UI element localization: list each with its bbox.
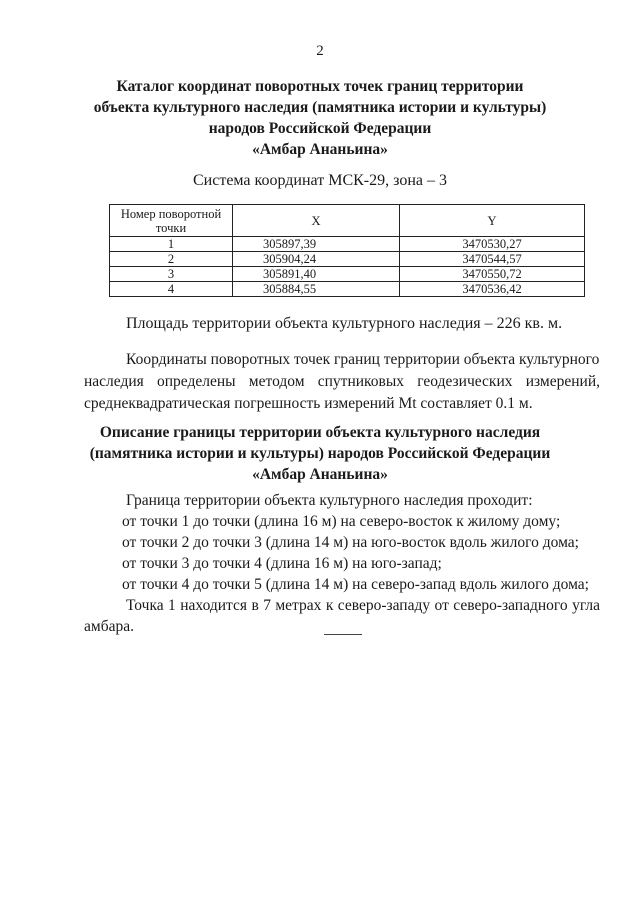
coordinates-table	[109, 204, 585, 297]
coordinate-system: Система координат МСК-29, зона – 3	[192, 172, 448, 189]
description-intro: Граница территории объекта культурного наследия проходит:	[126, 492, 533, 509]
boundary-description	[84, 490, 600, 637]
cell-point-number: 4	[110, 282, 233, 297]
cell-x: 305904,24	[233, 252, 400, 267]
table-row	[110, 252, 585, 267]
paragraph-line: среднеквадратическая погрешность измерений Mt составляет 0.1 м.	[84, 395, 533, 412]
boundary-description-title	[60, 422, 580, 485]
area-statement: Площадь территории объекта культурного наследия – 226 кв. м.	[126, 315, 563, 332]
header-x: X	[233, 205, 400, 237]
subtitle-line: (памятника истории и культуры) народов Российской Федерации	[89, 445, 551, 462]
table-row	[110, 237, 585, 252]
cell-y: 3470530,27	[400, 237, 585, 252]
boundary-segment: от точки 4 до точки 5 (длина 14 м) на северо-запад вдоль жилого дома;	[122, 576, 589, 593]
catalog-title	[60, 76, 580, 160]
table-header-row	[110, 205, 585, 237]
location-line: амбара.	[84, 618, 134, 635]
paragraph-line: Координаты поворотных точек границ территории объекта культурного	[126, 351, 600, 368]
measurement-method-paragraph	[84, 349, 600, 415]
cell-x: 305884,55	[233, 282, 400, 297]
cell-x: 305897,39	[233, 237, 400, 252]
catalog-title-line: объекта культурного наследия (памятника истории и культуры)	[93, 99, 547, 116]
catalog-title-line: народов Российской Федерации	[208, 120, 432, 137]
catalog-title-line: Каталог координат поворотных точек границ территории	[116, 78, 524, 95]
cell-y: 3470544,57	[400, 252, 585, 267]
subtitle-line: Описание границы территории объекта культурного наследия	[99, 424, 541, 441]
boundary-segment: от точки 3 до точки 4 (длина 16 м) на юго-запад;	[122, 555, 442, 572]
header-y: Y	[400, 205, 585, 237]
cell-y: 3470550,72	[400, 267, 585, 282]
subtitle-line: «Амбар Ананьина»	[252, 466, 388, 483]
boundary-segment: от точки 2 до точки 3 (длина 14 м) на юго-восток вдоль жилого дома;	[122, 534, 579, 551]
table-row	[110, 282, 585, 297]
cell-point-number: 2	[110, 252, 233, 267]
header-point-number: Номер поворотной точки	[110, 205, 233, 237]
end-divider	[324, 634, 362, 635]
catalog-title-line: «Амбар Ананьина»	[252, 141, 388, 158]
page-number: 2	[316, 43, 324, 59]
paragraph-line: наследия определены методом спутниковых геодезических измерений,	[84, 373, 600, 390]
cell-y: 3470536,42	[400, 282, 585, 297]
cell-point-number: 3	[110, 267, 233, 282]
cell-point-number: 1	[110, 237, 233, 252]
boundary-segment: от точки 1 до точки (длина 16 м) на северо-восток к жилому дому;	[122, 513, 561, 530]
table-row	[110, 267, 585, 282]
location-line: Точка 1 находится в 7 метрах к северо-западу от северо-западного угла	[126, 597, 600, 614]
cell-x: 305891,40	[233, 267, 400, 282]
